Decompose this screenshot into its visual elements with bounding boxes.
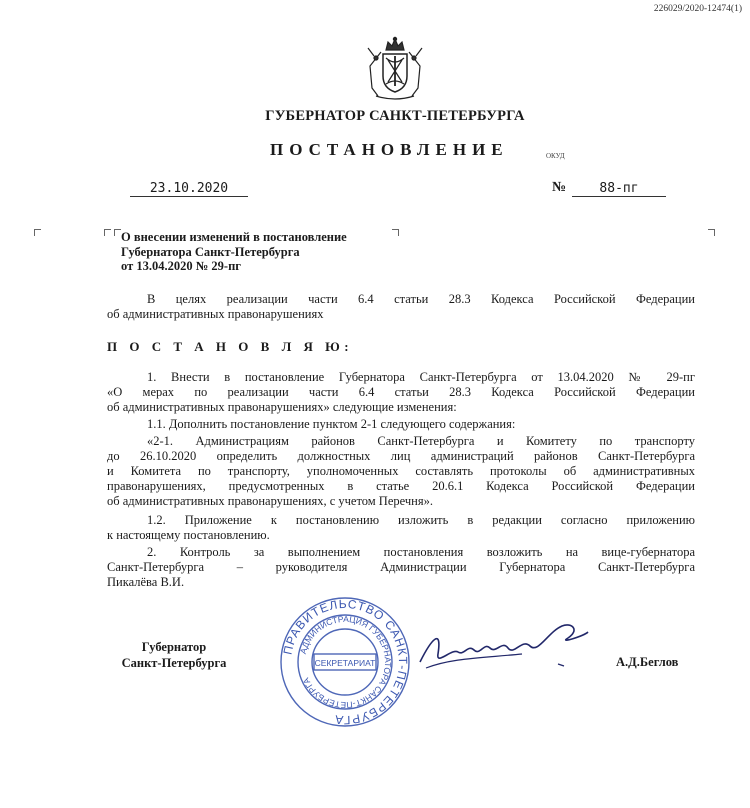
stamp-outer-text: ПРАВИТЕЛЬСТВО САНКТ-ПЕТЕРБУРГА [280,596,411,728]
subject-block [121,230,421,274]
signatory-position-line: Губернатор [141,640,207,654]
body-line: Пикалёва В.И. [107,575,185,589]
okud-label: ОКУД [546,152,565,160]
stamp-inner-text: АДМИНИСТРАЦИЯ ГУБЕРНАТОРА САНКТ-ПЕТЕРБУРГА [297,613,394,711]
body-line: 1.1. Дополнить постановление пунктом 2-1 следующего содержания: [147,417,516,431]
stamp-center-text: СЕКРЕТАРИАТ [314,658,376,668]
body-clause-1 [107,370,695,415]
document-number: 88-пг [572,181,666,197]
official-stamp [278,595,412,729]
subject-line: Губернатора Санкт-Петербурга [121,244,300,259]
corner-mark [34,229,41,236]
body-clause-1-1 [107,417,695,432]
body-line: об административных правонарушениях» следующие изменения: [107,400,457,414]
signatory-position [107,639,241,671]
body-line: и Комитета по транспорту, уполномоченных составлять протоколы об административных [107,464,695,478]
body-line: 2. Контроль за выполнением постановления возложить на вице-губернатора [147,545,695,559]
signatory-name: А.Д.Беглов [616,655,679,669]
body-line: «О мерах по реализации части 6.4 статьи 28.3 Кодекса Российской Федерации [107,385,695,399]
resolve-heading: П О С Т А Н О В Л Я Ю: [107,339,354,354]
document-date: 23.10.2020 [130,181,248,197]
body-line: «2-1. Администрациям районов Санкт-Петербурга и Комитету по транспорту [147,434,695,448]
preamble [107,292,695,322]
issuing-authority: ГУБЕРНАТОР САНКТ-ПЕТЕРБУРГА [265,108,525,124]
subject-line: от 13.04.2020 № 29-пг [121,259,241,273]
body-line: об административных правонарушениях, с учетом Перечня». [107,494,433,508]
body-line: к настоящему постановлению. [107,528,270,542]
preamble-line: об административных правонарушениях [107,307,324,321]
body-line: правонарушениях, предусмотренных в статье 20.6.1 Кодекса Российской Федерации [107,479,695,493]
document-id: 226029/2020-12474(1) [653,4,742,14]
body-clause-2-1 [107,434,695,509]
body-clause-1-2 [107,513,695,543]
body-line: 1.2. Приложение к постановлению изложить в редакции согласно приложению [147,513,695,527]
subject-line: О внесении изменений в постановление [121,230,347,244]
signatory-position-line: Санкт-Петербурга [121,656,227,670]
corner-mark [104,229,111,236]
number-label: № [552,180,567,195]
corner-mark [708,229,715,236]
body-clause-2 [107,545,695,590]
document-type: ПОСТАНОВЛЕНИЕ [270,140,509,159]
handwritten-signature [412,618,592,680]
preamble-line: В целях реализации части 6.4 статьи 28.3 Кодекса Российской Федерации [147,292,695,306]
body-line: Санкт-Петербурга – руководителя Администрации Губернатора Санкт-Петербурга [107,560,695,574]
body-line: до 26.10.2020 определить должностных лиц администраций районов Санкт-Петербурга [107,449,695,463]
body-line: 1. Внести в постановление Губернатора Санкт-Петербурга от 13.04.2020 № 29-пг [147,370,695,384]
coat-of-arms-icon [364,36,426,102]
corner-mark [114,229,121,236]
